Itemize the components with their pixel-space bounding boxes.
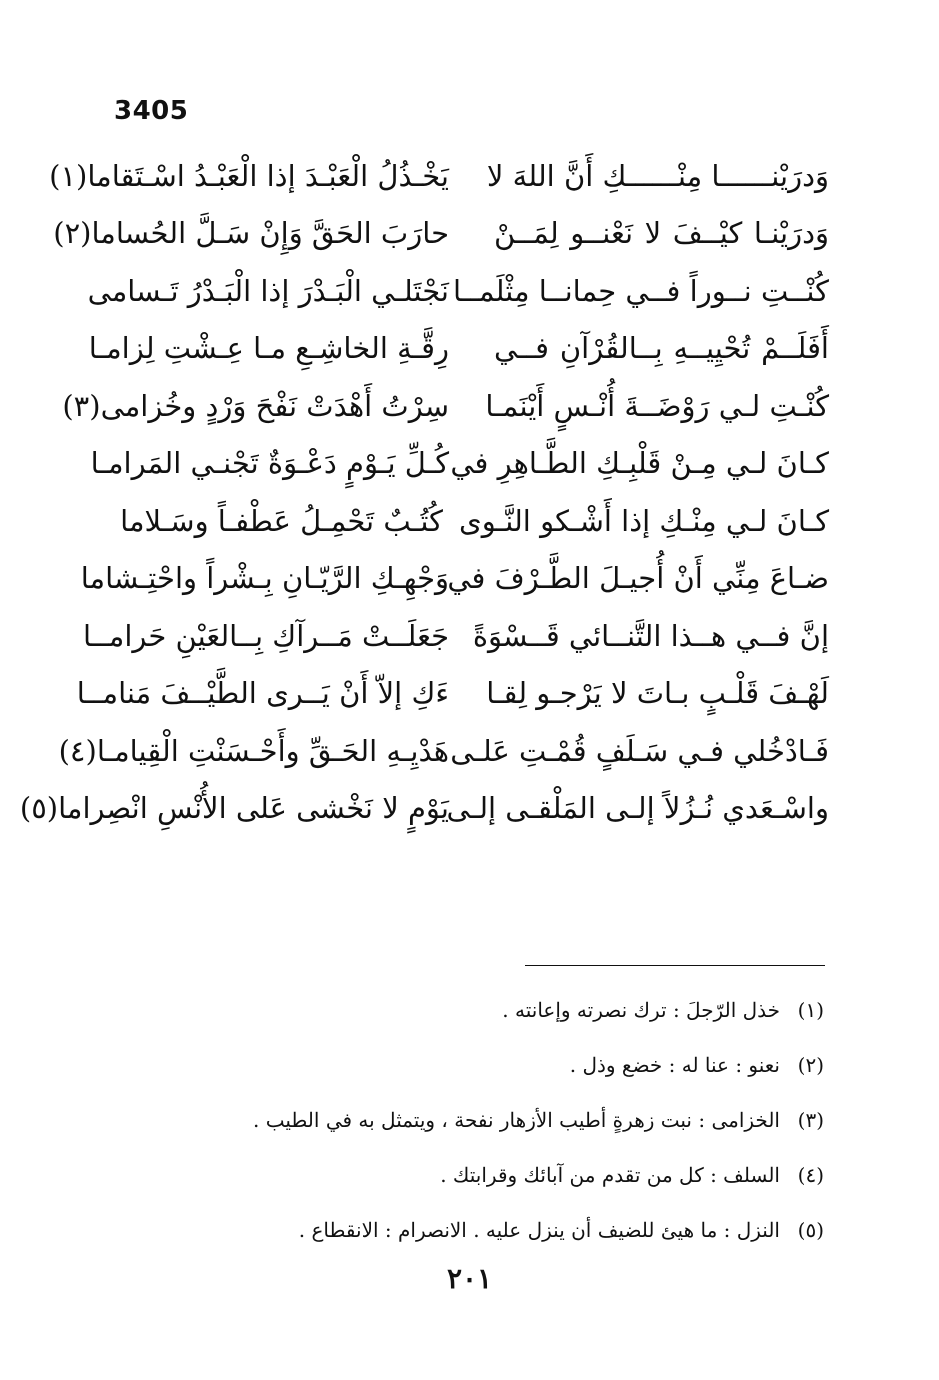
footnote-number: (٤) xyxy=(797,1162,824,1187)
footnote-text: نعنو : عنا له : خضع وذل . xyxy=(569,1052,780,1077)
verse-3 xyxy=(87,262,829,320)
verse-1 xyxy=(49,147,829,205)
footnote-text: السلف : كل من تقدم من آبائك وقرابتك . xyxy=(440,1162,780,1187)
verse-9 xyxy=(82,607,829,665)
verse-first-hemistich: أَفَلَــمْ تُحْيِيــهِ بِــالقُرْآنِ فــي xyxy=(494,331,829,366)
footnote-number: (٢) xyxy=(797,1052,824,1077)
footnote-4 xyxy=(114,1147,824,1202)
verse-10 xyxy=(76,665,829,723)
footnote-5 xyxy=(114,1202,824,1257)
verse-11 xyxy=(58,722,829,780)
verse-second-hemistich: سِرْتُ أَهْدَتْ نَفْحَ وَرْدٍ وخُزامى(٣) xyxy=(62,388,449,423)
poem xyxy=(19,147,829,837)
verse-8 xyxy=(80,550,829,608)
verse-second-hemistich: يَوْمٍ لا نَخْشى عَلى الأُنْسِ انْصِراما(٥) xyxy=(19,791,449,826)
verse-second-hemistich: حارَبَ الحَقَّ وَإِنْ سَـلَّ الحُساما(٢) xyxy=(53,216,449,251)
verse-second-hemistich: جَعَلَــتْ مَــرآكِ بِــالعَيْنِ حَرامــا xyxy=(82,618,449,653)
verse-second-hemistich: نَجْتَلـي الْبَـدْرَ إذا الْبَـدْرُ تَـسامى xyxy=(87,273,449,308)
verse-12 xyxy=(19,780,829,838)
footnote-number: (١) xyxy=(797,997,824,1022)
verse-first-hemistich: كـانَ لـي مِـنْ قَلْبِـكِ الطَّـاهِرِ في xyxy=(450,446,829,481)
footnote-2 xyxy=(114,1037,824,1092)
verse-2 xyxy=(53,205,829,263)
footnote-text: خذل الرّجلَ : ترك نصرته وإعانته . xyxy=(502,997,780,1022)
verse-second-hemistich: كُتُـبٌ تَحْمِـلُ عَطْفـاً وسَـلاما xyxy=(120,503,443,538)
footnote-text: الخزامى : نبت زهرةٍ أطيب الأزهار نفحة ، ويتمثل به في الطيب . xyxy=(253,1107,780,1132)
verse-7 xyxy=(114,492,829,550)
verse-second-hemistich: كُـلِّ يَـوْمٍ دَعْـوَةٌ تَجْنـي المَرامـا xyxy=(90,446,449,481)
verse-first-hemistich: كُنْـتِ لـي رَوْضَــةَ أُنْـسٍ أَيْنَمـا xyxy=(485,388,829,423)
verse-6 xyxy=(90,435,829,493)
verse-first-hemistich: فَـادْخُلي فـي سَـلَفٍ قُمْـتِ عَلـى xyxy=(450,733,829,768)
verse-first-hemistich: إنَّ فــي هــذا التَّنــائي قَــسْوَةً xyxy=(472,618,829,653)
footnote-1 xyxy=(114,982,824,1037)
footnote-3 xyxy=(114,1092,824,1147)
verse-second-hemistich: يَخْـذُلُ الْعَبْـدَ إذا الْعَبْـدُ اسْـتَقاما(١) xyxy=(49,158,449,193)
verse-5 xyxy=(62,377,829,435)
verse-first-hemistich: وَدرَيْنـا كيْــفَ لا نَعْنــو لِمَــنْ xyxy=(494,216,829,251)
verse-first-hemistich: لَهْـفَ قَلْـبٍ بـاتَ لا يَرْجـو لِقـا xyxy=(486,676,829,711)
footnote-text: النزل : ما هيئ للضيف أن ينزل عليه . الانصرام : الانقطاع . xyxy=(298,1217,780,1242)
verse-first-hemistich: كـانَ لـي مِنْـكِ إذا أَشْـكو النَّـوى xyxy=(459,503,829,538)
footnote-separator xyxy=(525,965,825,966)
verse-second-hemistich: رِقَّـةِ الخاشِـعِ مـا عِـشْتِ لِزامـا xyxy=(88,331,449,366)
footnote-number: (٥) xyxy=(797,1217,824,1242)
verse-first-hemistich: واسْـعَدي نُـزُلاً إلـى المَلْقـى إلـى xyxy=(446,791,829,826)
verse-first-hemistich: كُنْــتِ نــوراً فــي حِمانــا مِثْلَمــا xyxy=(453,273,829,308)
verse-first-hemistich: وَدرَيْنــــــا مِنْــــــكِ أَنَّ اللهَ لا xyxy=(486,158,829,193)
verse-4 xyxy=(88,320,829,378)
footnote-number: (٣) xyxy=(797,1107,824,1132)
footnotes xyxy=(114,982,824,1257)
page-number: ٢٠١ xyxy=(446,1262,493,1295)
verse-second-hemistich: ءَكِ إلاّ أَنْ يَــرى الطَّيْــفَ مَنامــا xyxy=(76,676,449,711)
verse-first-hemistich: ضـاعَ مِنِّي أَنْ أُجيـلَ الطَّـرْفَ في xyxy=(447,561,829,596)
verse-second-hemistich: وَجْهِـكِ الرَّيّـانِ بِـشْراً واحْتِـشاما xyxy=(80,561,449,596)
verse-second-hemistich: هَدْيِـهِ الحَـقِّ وأَحْـسَنْتِ الْقِيامـا(٤) xyxy=(58,733,449,768)
page-id-label: 3405 xyxy=(114,96,189,126)
